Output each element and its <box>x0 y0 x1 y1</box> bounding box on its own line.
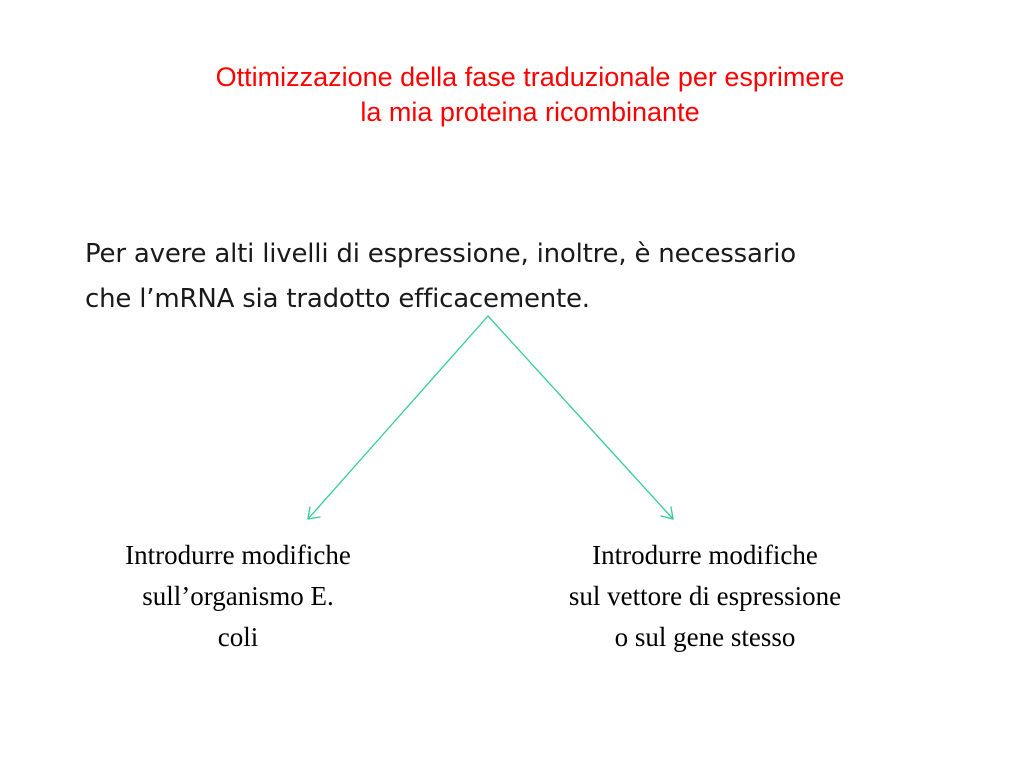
branch-left-line-2: sull’organismo E. <box>142 581 334 611</box>
branch-right-line-2: sul vettore di espressione <box>568 581 842 611</box>
branch-right-text <box>520 535 890 658</box>
left-arrow-head <box>308 507 320 519</box>
slide-title-line-1: Ottimizzazione della fase traduzionale per esprimere <box>215 62 845 92</box>
branch-left-line-1: Introdurre modifiche <box>125 540 351 570</box>
branch-left-text <box>78 535 398 658</box>
intro-text <box>85 232 985 322</box>
intro-line-1: Per avere alti livelli di espressione, inoltre, è necessario <box>85 239 796 269</box>
slide-title-line-2: la mia proteina ricombinante <box>360 97 700 127</box>
intro-line-2: che l’mRNA sia tradotto efficacemente. <box>85 284 590 314</box>
slide-title <box>100 60 960 130</box>
branch-right-line-1: Introdurre modifiche <box>592 540 818 570</box>
branch-left-line-3: coli <box>217 622 259 652</box>
right-arrow-head <box>661 507 673 519</box>
branch-right-line-3: o sul gene stesso <box>614 622 796 652</box>
right-arrow-shaft <box>488 316 673 519</box>
left-arrow-shaft <box>308 316 488 519</box>
